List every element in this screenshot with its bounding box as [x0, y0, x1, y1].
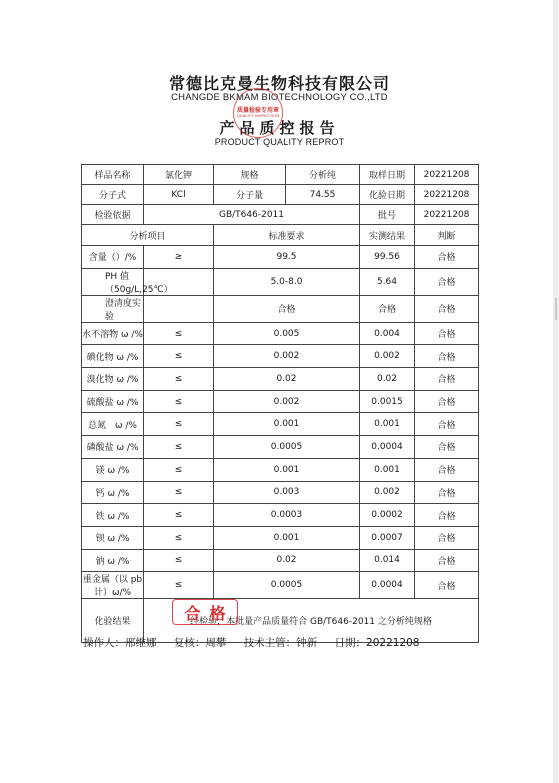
item-name: 溴化物 ω /% [82, 368, 144, 391]
product-value: 氯化钾 [144, 165, 214, 185]
table-row [82, 390, 479, 413]
measured-value: 5.64 [360, 268, 415, 295]
item-operator: ≤ [144, 368, 214, 391]
standard-value: 0.002 [214, 390, 360, 413]
judgment-value: 合格 [415, 572, 479, 599]
standard-value: 0.0005 [214, 436, 360, 459]
basis-label: 检验依据 [82, 205, 144, 225]
measured-value: 99.56 [360, 246, 415, 269]
standard-value: 5.0-8.0 [214, 268, 360, 295]
item-name: 水不溶物 ω /% [82, 322, 144, 345]
item-operator: ≥ [144, 246, 214, 269]
judgment-value: 合格 [415, 246, 479, 269]
reviewer: 复核：周攀 [173, 637, 227, 649]
standard-value: 合格 [214, 295, 360, 322]
table-row [82, 295, 479, 322]
item-name: 澄清度实验 [82, 295, 144, 322]
formula-label: 分子式 [82, 185, 144, 205]
item-rows [82, 246, 479, 599]
judgment-value: 合格 [415, 322, 479, 345]
item-name: 钙 ω /% [82, 481, 144, 504]
company-name-en: CHANGDE BKMAM BIOTECHNOLOGY CO.,LTD [171, 92, 388, 103]
col-head-item: 分析项目 [82, 225, 214, 246]
measured-value: 合格 [360, 295, 415, 322]
seal-text-en: QUALITY INSPECTION [236, 113, 280, 119]
table-row [82, 436, 479, 459]
item-operator: ≤ [144, 345, 214, 368]
item-operator [144, 295, 214, 322]
item-name: 碘化物 ω /% [82, 345, 144, 368]
standard-value: 0.003 [214, 481, 360, 504]
supervisor: 技术主管：钟新 [243, 637, 318, 649]
signoff-line [83, 635, 433, 650]
report-date: 日期：20221208 [334, 637, 420, 649]
measured-value: 0.0002 [360, 504, 415, 527]
table-row [82, 368, 479, 391]
item-operator: ≤ [144, 458, 214, 481]
judgment-value: 合格 [415, 295, 479, 322]
measured-value: 0.002 [360, 345, 415, 368]
batch-label: 批号 [360, 205, 415, 225]
conclusion-label: 化验结果 [82, 599, 144, 643]
table-row [82, 345, 479, 368]
measured-value: 0.001 [360, 413, 415, 436]
table-row [82, 268, 479, 295]
item-name: 硫酸盐 ω /% [82, 390, 144, 413]
judgment-value: 合格 [415, 413, 479, 436]
table-row [82, 458, 479, 481]
standard-value: 0.001 [214, 526, 360, 549]
batch-value: 20221208 [415, 205, 479, 225]
standard-value: 0.0005 [214, 572, 360, 599]
item-operator: ≤ [144, 436, 214, 459]
info-row [82, 165, 479, 185]
judgment-value: 合格 [415, 481, 479, 504]
table-row [82, 549, 479, 572]
measured-value: 0.002 [360, 481, 415, 504]
mw-value: 74.55 [286, 185, 360, 205]
item-name: 重金属（以 pb 计）ω/% [82, 572, 144, 599]
standard-value: 0.02 [214, 368, 360, 391]
item-name: 钠 ω /% [82, 549, 144, 572]
formula-value: KCl [144, 185, 214, 205]
mw-label: 分子量 [214, 185, 286, 205]
product-label: 样品名称 [82, 165, 144, 185]
standard-value: 0.0003 [214, 504, 360, 527]
table-row [82, 526, 479, 549]
item-operator: ≤ [144, 322, 214, 345]
judgment-value: 合格 [415, 549, 479, 572]
table-row [82, 572, 479, 599]
measured-value: 0.02 [360, 368, 415, 391]
item-operator: ≤ [144, 390, 214, 413]
standard-value: 99.5 [214, 246, 360, 269]
header-row [82, 225, 479, 246]
table-row [82, 322, 479, 345]
judgment-value: 合格 [415, 504, 479, 527]
item-name: 含量（）/% [82, 246, 144, 269]
quality-table [81, 164, 479, 643]
judgment-value: 合格 [415, 458, 479, 481]
col-head-judgment: 判断 [415, 225, 479, 246]
item-operator: ≤ [144, 526, 214, 549]
judgment-value: 合格 [415, 345, 479, 368]
standard-value: 0.001 [214, 458, 360, 481]
standard-value: 0.005 [214, 322, 360, 345]
measured-value: 0.014 [360, 549, 415, 572]
measured-value: 0.0004 [360, 572, 415, 599]
table-row [82, 504, 479, 527]
col-head-measured: 实测结果 [360, 225, 415, 246]
pass-stamp: 合格 [172, 599, 238, 625]
item-name: 铁 ω /% [82, 504, 144, 527]
measured-value: 0.001 [360, 458, 415, 481]
sample-date-label: 取样日期 [360, 165, 415, 185]
item-operator: ≤ [144, 549, 214, 572]
spec-value: 分析纯 [286, 165, 360, 185]
item-name: 总氮 ω /% [82, 413, 144, 436]
judgment-value: 合格 [415, 436, 479, 459]
standard-value: 0.002 [214, 345, 360, 368]
judgment-value: 合格 [415, 526, 479, 549]
measured-value: 0.0015 [360, 390, 415, 413]
item-operator: ≤ [144, 572, 214, 599]
report-title-cn: 产品质控报告 [219, 119, 340, 137]
company-name-cn: 常德比克曼生物科技有限公司 [168, 74, 390, 93]
scroll-thumb[interactable] [555, 298, 557, 320]
item-operator: ≤ [144, 504, 214, 527]
item-name: 磷酸盐 ω /% [82, 436, 144, 459]
measured-value: 0.0007 [360, 526, 415, 549]
standard-value: 0.02 [214, 549, 360, 572]
inspection-seal [233, 88, 283, 138]
info-row [82, 185, 479, 205]
item-name: 钡 ω /% [82, 526, 144, 549]
item-operator: ≤ [144, 413, 214, 436]
judgment-value: 合格 [415, 390, 479, 413]
item-name: 镁 ω /% [82, 458, 144, 481]
test-date-value: 20221208 [415, 185, 479, 205]
measured-value: 0.0004 [360, 436, 415, 459]
item-operator: ≤ [144, 481, 214, 504]
info-row [82, 205, 479, 225]
judgment-value: 合格 [415, 268, 479, 295]
conclusion-text: 经检验，本批量产品质量符合 GB/T646-2011 之分析纯规格 [190, 617, 432, 628]
measured-value: 0.004 [360, 322, 415, 345]
table-row [82, 481, 479, 504]
report-title-en: PRODUCT QUALITY REPROT [214, 137, 345, 147]
judgment-value: 合格 [415, 368, 479, 391]
item-name: PH 值（50g/L,25℃） [82, 268, 144, 295]
standard-value: 0.001 [214, 413, 360, 436]
seal-text-cn: 质量检验专用章 [236, 106, 279, 114]
sample-date-value: 20221208 [415, 165, 479, 185]
basis-value: GB/T646-2011 [144, 205, 360, 225]
table-row [82, 246, 479, 269]
table-row [82, 413, 479, 436]
spec-label: 规格 [214, 165, 286, 185]
test-date-label: 化验日期 [360, 185, 415, 205]
col-head-standard: 标准要求 [214, 225, 360, 246]
operator: 操作人：邢维娜 [83, 637, 157, 649]
